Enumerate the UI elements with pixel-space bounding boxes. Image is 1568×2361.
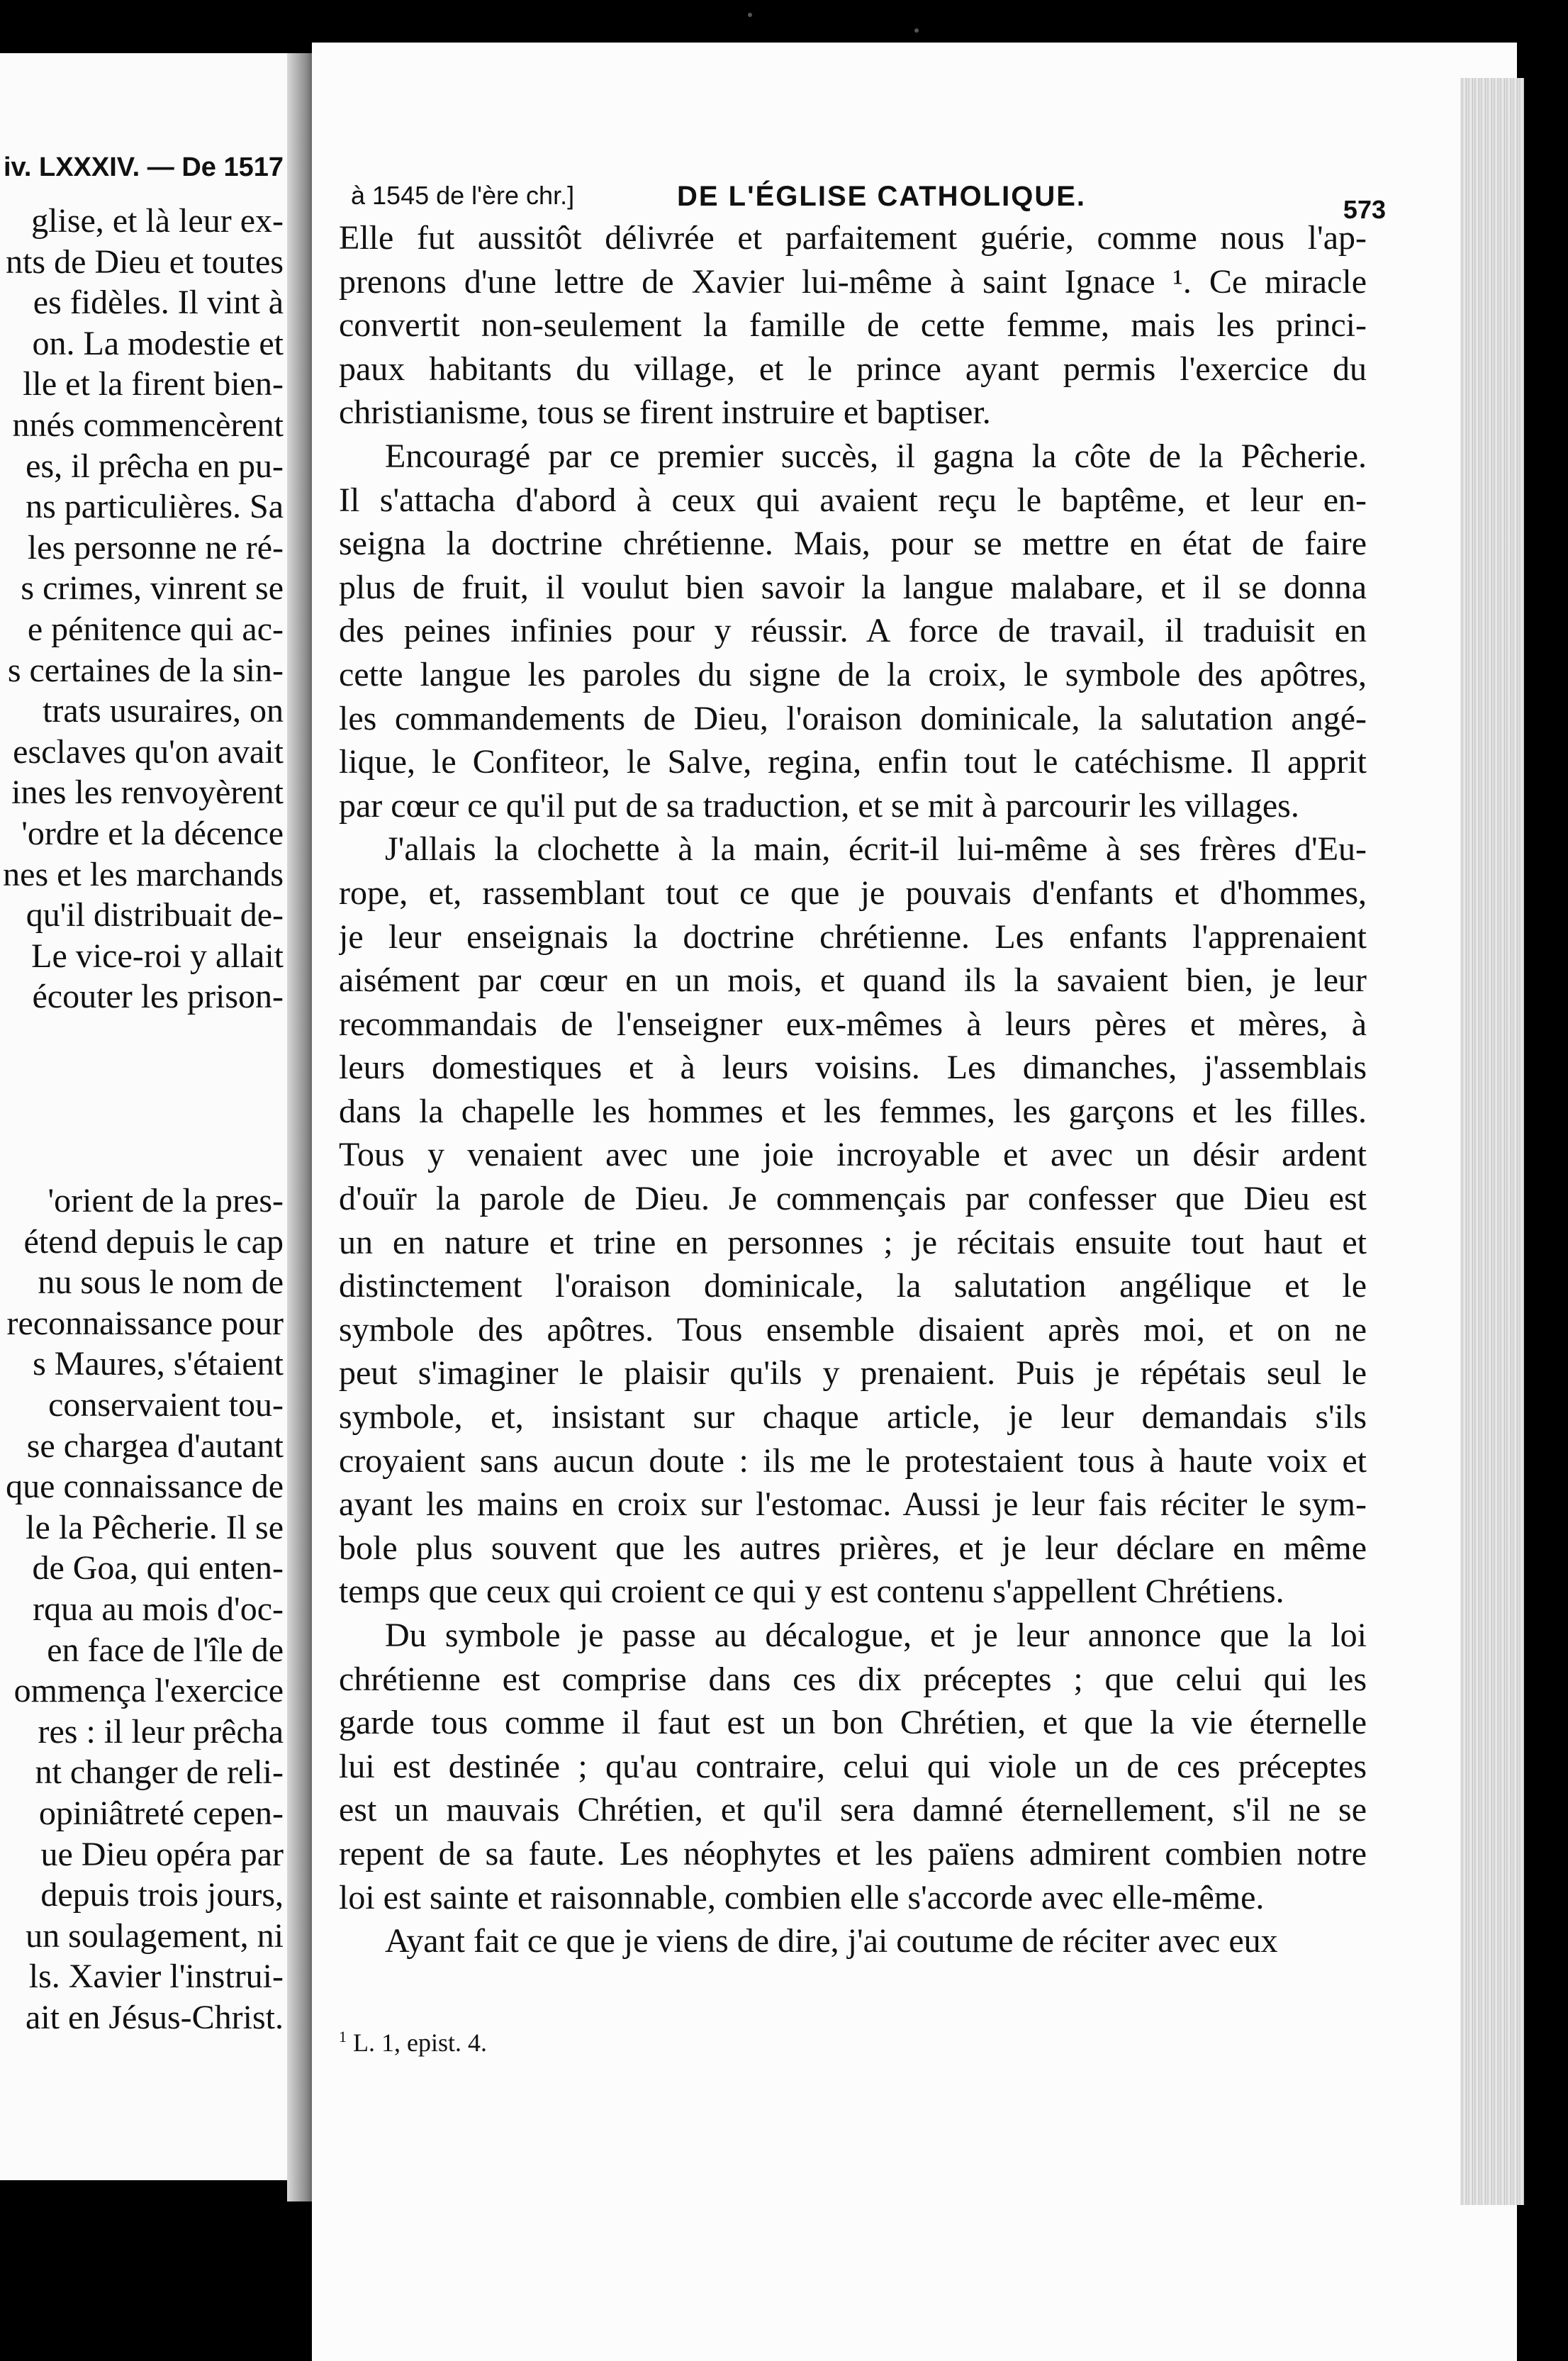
text-line: des peines infinies pour y réussir. A force de travail, il traduisit en	[339, 612, 1367, 650]
text-line: aisément par cœur en un mois, et quand ils la savaient bien, je leur	[339, 961, 1367, 1000]
left-text-line: écouter les prison-	[32, 978, 284, 1016]
left-text-line: s certaines de la sin-	[7, 651, 284, 689]
text-line: ayant les mains en croix sur l'estomac. Aussi je leur fais réciter le sym-	[339, 1485, 1367, 1524]
left-text-line: Le vice-roi y allait	[31, 937, 284, 975]
left-text-line: un soulagement, ni	[26, 1916, 284, 1955]
left-text-line: se chargea d'autant	[26, 1427, 284, 1465]
text-line: seigna la doctrine chrétienne. Mais, pour se mettre en état de faire	[339, 525, 1367, 563]
text-line: je leur enseignais la doctrine chrétienne. Les enfants l'apprenaient	[339, 917, 1367, 956]
running-head-date-range: à 1545 de l'ère chr.]	[351, 181, 575, 210]
text-line: christianisme, tous se firent instruire et baptiser.	[339, 394, 991, 432]
text-line: J'allais la clochette à la main, écrit-il lui-même à ses frères d'Eu-	[385, 830, 1367, 869]
text-line: d'ouïr la parole de Dieu. Je commençais par confesser que Dieu est	[339, 1180, 1367, 1218]
text-line: repent de sa faute. Les néophytes et les païens admirent combien notre	[339, 1834, 1367, 1872]
left-text-line: res : il leur prêcha	[38, 1712, 284, 1751]
left-text-line: en face de l'île de	[47, 1631, 284, 1669]
left-text-line: nnés commencèrent	[12, 406, 284, 444]
footnote-text: L. 1, epist. 4.	[353, 2028, 487, 2057]
text-line: convertit non-seulement la famille de cette femme, mais les princi-	[339, 306, 1367, 345]
left-text-line: reconnaissance pour	[6, 1304, 284, 1342]
left-text-line: que connaissance de	[6, 1468, 284, 1506]
left-text-line: conservaient tou-	[48, 1386, 284, 1424]
running-head-title: DE L'ÉGLISE CATHOLIQUE.	[677, 181, 1087, 212]
text-line: bole plus souvent que les autres prières, et je leur déclare en même	[339, 1529, 1367, 1567]
left-text-line: s crimes, vinrent se	[21, 569, 284, 608]
left-text-line: opiniâtreté cepen-	[38, 1795, 284, 1832]
text-line: rope, et, rassemblant tout ce que je pouvais d'enfants et d'hommes,	[339, 873, 1367, 912]
left-text-line: lle et la firent bien-	[23, 365, 284, 403]
left-text-line: ns particulières. Sa	[26, 488, 284, 526]
left-text-line: nu sous le nom de	[38, 1263, 284, 1302]
text-line: plus de fruit, il voulut bien savoir la langue malabare, et il se donna	[339, 568, 1367, 606]
left-text-line: le la Pêcherie. Il se	[26, 1508, 284, 1546]
left-text-line: glise, et là leur ex-	[31, 202, 284, 240]
text-line: loi est sainte et raisonnable, combien elle s'accorde avec elle-même.	[339, 1878, 1265, 1916]
left-text-line: esclaves qu'on avait	[13, 732, 284, 771]
text-line: chrétienne est comprise dans ces dix préceptes ; que celui qui les	[339, 1660, 1367, 1698]
text-line: leurs domestiques et à leurs voisins. Les dimanches, j'assemblais	[339, 1049, 1367, 1087]
left-text-line: de Goa, qui enten-	[32, 1549, 284, 1587]
left-running-head: iv. LXXXIV. — De 1517	[4, 152, 284, 182]
footnote-mark: 1	[339, 2028, 347, 2045]
left-text-line: s Maures, s'étaient	[33, 1345, 284, 1383]
left-text-line: nt changer de reli-	[35, 1753, 284, 1792]
page-number: 573	[1343, 195, 1386, 224]
left-text-line: ines les renvoyèrent	[11, 774, 284, 812]
left-text-line: rqua au mois d'oc-	[33, 1590, 284, 1628]
left-text-line: es fidèles. Il vint à	[33, 284, 284, 322]
left-page	[0, 53, 305, 2180]
left-text-line: ls. Xavier l'instrui-	[28, 1958, 284, 1996]
text-line: recommandais de l'enseigner eux-mêmes à leurs pères et mères, à	[339, 1005, 1367, 1043]
footnote	[339, 2028, 487, 2058]
text-line: Encouragé par ce premier succès, il gagna la côte de la Pêcherie.	[385, 437, 1367, 475]
text-line: croyaient sans aucun doute : ils me le protestaient tous à haute voix et	[339, 1441, 1367, 1480]
text-line: temps que ceux qui croient ce qui y est contenu s'appellent Chrétiens.	[339, 1573, 1284, 1611]
left-text-line: nes et les marchands	[3, 855, 284, 893]
text-line: est un mauvais Chrétien, et qu'il sera damné éternellement, s'il ne se	[339, 1791, 1367, 1829]
text-line: Ayant fait ce que je viens de dire, j'ai coutume de réciter avec eux	[385, 1922, 1278, 1960]
text-line: Il s'attacha d'abord à ceux qui avaient reçu le baptême, et leur en-	[339, 481, 1367, 519]
scan-speck	[748, 13, 752, 17]
left-text-line: étend depuis le cap	[23, 1222, 284, 1261]
text-line: Tous y venaient avec une joie incroyable et avec un désir ardent	[339, 1136, 1367, 1174]
text-line: par cœur ce qu'il put de sa traduction, et se mit à parcourir les villages.	[339, 786, 1299, 825]
text-line: paux habitants du village, et le prince ayant permis l'exercice du	[339, 350, 1367, 388]
text-line: Du symbole je passe au décalogue, et je leur annonce que la loi	[385, 1617, 1367, 1654]
text-line: symbole des apôtres. Tous ensemble disaient après moi, et on ne	[339, 1310, 1367, 1349]
left-text-line: ue Dieu opéra par	[40, 1835, 284, 1873]
left-text-line: e pénitence qui ac-	[27, 610, 284, 648]
text-line: symbole, et, insistant sur chaque article, je leur demandais s'ils	[339, 1398, 1367, 1436]
text-line: peut s'imaginer le plaisir qu'ils y prenaient. Puis je répétais seul le	[339, 1354, 1367, 1392]
text-line: distinctement l'oraison dominicale, la salutation angélique et le	[339, 1267, 1367, 1305]
text-line: les commandements de Dieu, l'oraison dominicale, la salutation angé-	[339, 699, 1367, 737]
running-head	[351, 181, 1386, 224]
text-line: lique, le Confiteor, le Salve, regina, enfin tout le catéchisme. Il apprit	[339, 743, 1367, 781]
text-line: dans la chapelle les hommes et les femmes, les garçons et les filles.	[339, 1092, 1367, 1130]
text-line: cette langue les paroles du signe de la croix, le symbole des apôtres,	[339, 655, 1367, 693]
left-text-line: on. La modestie et	[32, 324, 284, 362]
text-line: garde tous comme il faut est un bon Chrétien, et que la vie éternelle	[339, 1704, 1367, 1742]
text-line: Elle fut aussitôt délivrée et parfaitement guérie, comme nous l'ap-	[339, 219, 1367, 257]
left-text-line: trats usuraires, on	[43, 692, 284, 730]
left-text-line: les personne ne ré-	[27, 528, 284, 566]
left-text-line: depuis trois jours,	[40, 1876, 284, 1914]
left-text-line: 'orient de la pres-	[47, 1182, 284, 1219]
left-text-line: nts de Dieu et toutes	[6, 242, 284, 281]
text-line: un en nature et trine en personnes ; je récitais ensuite tout haut et	[339, 1223, 1367, 1261]
text-line: lui est destinée ; qu'au contraire, celui qui viole un de ces préceptes	[339, 1747, 1367, 1785]
page-edges	[1460, 78, 1524, 2205]
left-text-line: qu'il distribuait de-	[26, 896, 284, 934]
body-text	[339, 216, 1367, 1963]
scan-speck	[914, 28, 919, 33]
left-text-line: es, il prêcha en pu-	[26, 447, 284, 485]
left-text-line: ommença l'exercice	[13, 1672, 284, 1710]
left-text-line: ait en Jésus-Christ.	[26, 1999, 284, 2036]
text-line: prenons d'une lettre de Xavier lui-même à saint Ignace ¹. Ce miracle	[339, 262, 1367, 301]
left-text-line: 'ordre et la décence	[21, 815, 284, 852]
